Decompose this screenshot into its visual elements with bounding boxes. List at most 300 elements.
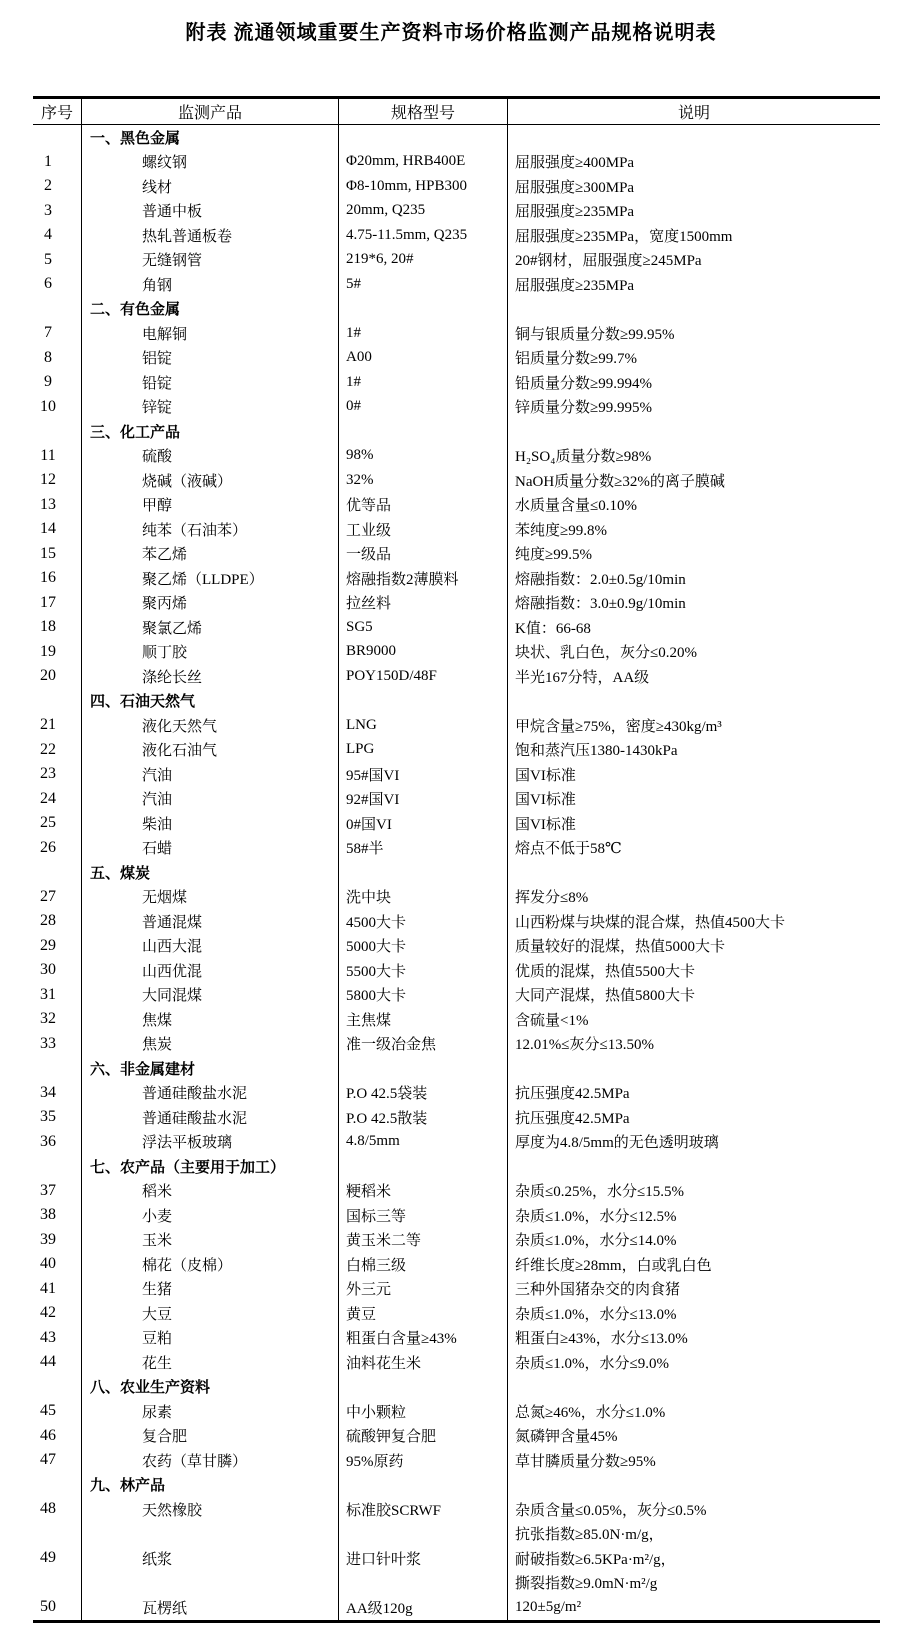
desc-value: 熔融指数：2.0±0.5g/10min <box>515 571 686 588</box>
desc-value: 铅质量分数≥99.994% <box>515 375 652 392</box>
section-label: 一、黑色金属 <box>82 125 339 150</box>
row-number <box>33 125 82 150</box>
spec-table <box>33 96 880 1623</box>
row-number <box>33 1375 82 1400</box>
table-row <box>33 272 880 297</box>
table-row <box>33 591 880 616</box>
header-desc: 说明 <box>677 105 710 122</box>
product-name: 普通中板 <box>82 199 339 224</box>
row-number: 23 <box>33 762 82 787</box>
desc-value: 含硫量<1% <box>515 1012 589 1029</box>
row-number: 45 <box>33 1399 82 1424</box>
spec-value: 白棉三级 <box>339 1252 508 1277</box>
spec-value: 5800大卡 <box>339 983 508 1008</box>
section-row <box>33 297 880 322</box>
table-row <box>33 1497 880 1522</box>
product-name: 大豆 <box>82 1301 339 1326</box>
product-name: 聚丙烯 <box>82 591 339 616</box>
row-number: 13 <box>33 493 82 518</box>
product-name: 纸浆 <box>82 1546 339 1571</box>
spec-value: 黄豆 <box>339 1301 508 1326</box>
table-row <box>33 885 880 910</box>
section-label: 八、农业生产资料 <box>82 1375 339 1400</box>
desc-value: 国VI标准 <box>515 767 576 784</box>
desc-value: 抗压强度42.5MPa <box>515 1110 630 1127</box>
product-name: 山西大混 <box>82 934 339 959</box>
table-row <box>33 664 880 689</box>
row-number: 40 <box>33 1252 82 1277</box>
table-row <box>33 370 880 395</box>
table-row <box>33 517 880 542</box>
product-name: 螺纹钢 <box>82 150 339 175</box>
section-row <box>33 1375 880 1400</box>
table-row <box>33 1032 880 1057</box>
spec-value <box>339 419 508 444</box>
desc-value: 杂质≤0.25%，水分≤15.5% <box>515 1184 684 1201</box>
desc-value: 杂质≤1.0%，水分≤12.5% <box>515 1208 677 1225</box>
product-name: 玉米 <box>82 1228 339 1253</box>
product-name: 聚氯乙烯 <box>82 615 339 640</box>
spec-value: 粳稻米 <box>339 1179 508 1204</box>
desc-value: 杂质含量≤0.05%，灰分≤0.5% <box>515 1502 707 1519</box>
spec-value: BR9000 <box>339 640 508 665</box>
row-number: 49 <box>33 1546 82 1571</box>
row-number: 43 <box>33 1326 82 1351</box>
desc-value: 屈服强度≥235MPa，宽度1500mm <box>515 228 733 245</box>
spec-value: 0# <box>339 395 508 420</box>
product-name: 棉花（皮棉） <box>82 1252 339 1277</box>
spec-value: 硫酸钾复合肥 <box>339 1424 508 1449</box>
table-body <box>33 125 880 1620</box>
row-number: 10 <box>33 395 82 420</box>
table-row <box>33 1277 880 1302</box>
desc-value: 甲烷含量≥75%，密度≥430kg/m³ <box>515 718 722 735</box>
desc-value: 饱和蒸汽压1380-1430kPa <box>515 743 678 760</box>
row-number: 38 <box>33 1203 82 1228</box>
spec-value: 优等品 <box>339 493 508 518</box>
row-number: 2 <box>33 174 82 199</box>
desc-value: 12.01%≤灰分≤13.50% <box>515 1037 654 1054</box>
table-row <box>33 836 880 861</box>
continuation-row <box>33 1571 880 1596</box>
row-number: 18 <box>33 615 82 640</box>
product-name: 硫酸 <box>82 444 339 469</box>
row-number: 3 <box>33 199 82 224</box>
page-title: 附表 流通领域重要生产资料市场价格监测产品规格说明表 <box>185 22 717 44</box>
spec-value: 中小颗粒 <box>339 1399 508 1424</box>
row-number: 39 <box>33 1228 82 1253</box>
spec-value: 洗中块 <box>339 885 508 910</box>
product-name: 汽油 <box>82 762 339 787</box>
row-number: 11 <box>33 444 82 469</box>
spec-value: 1# <box>339 370 508 395</box>
spec-value: 外三元 <box>339 1277 508 1302</box>
desc-value <box>508 1056 880 1081</box>
row-number: 44 <box>33 1350 82 1375</box>
row-number: 47 <box>33 1448 82 1473</box>
row-number: 7 <box>33 321 82 346</box>
desc-value <box>508 689 880 714</box>
row-number: 41 <box>33 1277 82 1302</box>
spec-value: 5# <box>339 272 508 297</box>
desc-value: 铝质量分数≥99.7% <box>515 351 637 368</box>
spec-value: P.O 42.5袋装 <box>339 1081 508 1106</box>
spec-value: 工业级 <box>339 517 508 542</box>
spec-value: 0#国VI <box>339 811 508 836</box>
table-row <box>33 174 880 199</box>
spec-value <box>339 1154 508 1179</box>
row-number <box>33 1571 82 1596</box>
table-row <box>33 346 880 371</box>
desc-value: 120±5g/m² <box>515 1598 582 1615</box>
spec-value <box>339 1375 508 1400</box>
desc-value: 挥发分≤8% <box>515 890 589 907</box>
row-number: 6 <box>33 272 82 297</box>
product-name <box>82 1522 339 1547</box>
spec-value <box>339 1522 508 1547</box>
product-name: 铝锭 <box>82 346 339 371</box>
row-number <box>33 419 82 444</box>
product-name: 涤纶长丝 <box>82 664 339 689</box>
product-name: 角钢 <box>82 272 339 297</box>
spec-value: 4.8/5mm <box>339 1130 508 1155</box>
table-row <box>33 1252 880 1277</box>
spec-value: 20mm, Q235 <box>339 199 508 224</box>
table-row <box>33 983 880 1008</box>
desc-value: 锌质量分数≥99.995% <box>515 400 652 417</box>
row-number <box>33 860 82 885</box>
spec-value: 粗蛋白含量≥43% <box>339 1326 508 1351</box>
row-number: 15 <box>33 542 82 567</box>
product-name: 聚乙烯（LLDPE） <box>82 566 339 591</box>
desc-value <box>508 1473 880 1498</box>
spec-value: 98% <box>339 444 508 469</box>
desc-value: 屈服强度≥235MPa <box>515 277 635 294</box>
table-row <box>33 1179 880 1204</box>
row-number: 17 <box>33 591 82 616</box>
product-name: 热轧普通板卷 <box>82 223 339 248</box>
row-number: 35 <box>33 1105 82 1130</box>
row-number: 33 <box>33 1032 82 1057</box>
desc-value <box>508 860 880 885</box>
desc-value: 总氮≥46%，水分≤1.0% <box>515 1404 666 1421</box>
spec-value: 油料花生米 <box>339 1350 508 1375</box>
table-row <box>33 762 880 787</box>
spec-value: 92#国VI <box>339 787 508 812</box>
spec-value: SG5 <box>339 615 508 640</box>
row-number: 27 <box>33 885 82 910</box>
desc-value: 屈服强度≥400MPa <box>515 155 635 172</box>
spec-value <box>339 1056 508 1081</box>
product-name: 山西优混 <box>82 958 339 983</box>
product-name: 普通硅酸盐水泥 <box>82 1105 339 1130</box>
table-row <box>33 321 880 346</box>
section-label: 七、农产品（主要用于加工） <box>82 1154 339 1179</box>
section-label: 二、有色金属 <box>82 297 339 322</box>
row-number <box>33 1154 82 1179</box>
table-row <box>33 738 880 763</box>
product-name: 尿素 <box>82 1399 339 1424</box>
section-label: 四、石油天然气 <box>82 689 339 714</box>
spec-value: 58#半 <box>339 836 508 861</box>
table-row <box>33 493 880 518</box>
section-row <box>33 125 880 150</box>
product-name: 大同混煤 <box>82 983 339 1008</box>
spec-value: 95#国VI <box>339 762 508 787</box>
product-name: 稻米 <box>82 1179 339 1204</box>
desc-value: K值：66-68 <box>515 620 591 637</box>
spec-value: 5000大卡 <box>339 934 508 959</box>
spec-value: 准一级冶金焦 <box>339 1032 508 1057</box>
desc-value: 杂质≤1.0%，水分≤13.0% <box>515 1306 677 1323</box>
table-row <box>33 615 880 640</box>
row-number: 32 <box>33 1007 82 1032</box>
desc-value: 优质的混煤，热值5500大卡 <box>515 963 696 980</box>
table-row <box>33 640 880 665</box>
table-row <box>33 1130 880 1155</box>
desc-value: 质量较好的混煤，热值5000大卡 <box>515 939 726 956</box>
spec-value: LPG <box>339 738 508 763</box>
row-number <box>33 689 82 714</box>
row-number: 22 <box>33 738 82 763</box>
table-row <box>33 223 880 248</box>
spec-value: Φ20mm, HRB400E <box>339 150 508 175</box>
spec-value: 黄玉米二等 <box>339 1228 508 1253</box>
spec-value: 4500大卡 <box>339 909 508 934</box>
product-name <box>82 1571 339 1596</box>
desc-value: 粗蛋白≥43%，水分≤13.0% <box>515 1331 688 1348</box>
table-row <box>33 1546 880 1571</box>
product-name: 瓦楞纸 <box>82 1595 339 1620</box>
section-row <box>33 419 880 444</box>
row-number: 16 <box>33 566 82 591</box>
section-label: 三、化工产品 <box>82 419 339 444</box>
spec-value: 拉丝料 <box>339 591 508 616</box>
table-row <box>33 1595 880 1620</box>
row-number: 50 <box>33 1595 82 1620</box>
product-name: 无缝钢管 <box>82 248 339 273</box>
row-number: 24 <box>33 787 82 812</box>
desc-value: 厚度为4.8/5mm的无色透明玻璃 <box>515 1135 719 1152</box>
spec-value <box>339 297 508 322</box>
table-row <box>33 1301 880 1326</box>
table-row <box>33 1448 880 1473</box>
spec-value: 1# <box>339 321 508 346</box>
spec-value: AA级120g <box>339 1595 508 1620</box>
spec-value: 4.75-11.5mm, Q235 <box>339 223 508 248</box>
product-name: 苯乙烯 <box>82 542 339 567</box>
desc-value: 抗张指数≥85.0N·m/g， <box>515 1527 664 1544</box>
table-row <box>33 811 880 836</box>
desc-value: 水质量含量≤0.10% <box>515 498 637 515</box>
row-number: 4 <box>33 223 82 248</box>
spec-value: Φ8-10mm, HPB300 <box>339 174 508 199</box>
row-number: 30 <box>33 958 82 983</box>
table-row <box>33 1203 880 1228</box>
desc-value: NaOH质量分数≥32%的离子膜碱 <box>515 473 725 490</box>
table-row <box>33 909 880 934</box>
row-number <box>33 1473 82 1498</box>
desc-value: 块状、乳白色，灰分≤0.20% <box>515 645 697 662</box>
table-row <box>33 248 880 273</box>
row-number: 21 <box>33 713 82 738</box>
row-number: 28 <box>33 909 82 934</box>
row-number: 48 <box>33 1497 82 1522</box>
spec-value: 标准胶SCRWF <box>339 1497 508 1522</box>
desc-value: 20#钢材，屈服强度≥245MPa <box>515 253 702 270</box>
product-name: 普通硅酸盐水泥 <box>82 1081 339 1106</box>
table-row <box>33 395 880 420</box>
spec-value: 219*6, 20# <box>339 248 508 273</box>
desc-value: 大同产混煤，热值5800大卡 <box>515 988 696 1005</box>
spec-value: LNG <box>339 713 508 738</box>
section-label: 五、煤炭 <box>82 860 339 885</box>
desc-value <box>508 1154 880 1179</box>
row-number: 36 <box>33 1130 82 1155</box>
section-row <box>33 1056 880 1081</box>
desc-value: 杂质≤1.0%，水分≤9.0% <box>515 1355 669 1372</box>
desc-value <box>508 1375 880 1400</box>
section-row <box>33 1473 880 1498</box>
header-spec: 规格型号 <box>339 99 508 124</box>
table-row <box>33 934 880 959</box>
spec-value: 32% <box>339 468 508 493</box>
desc-value: 国VI标准 <box>515 816 576 833</box>
product-name: 甲醇 <box>82 493 339 518</box>
product-name: 锌锭 <box>82 395 339 420</box>
table-row <box>33 1081 880 1106</box>
product-name: 石蜡 <box>82 836 339 861</box>
desc-value: 抗压强度42.5MPa <box>515 1086 630 1103</box>
table-row <box>33 444 880 469</box>
product-name: 顺丁胶 <box>82 640 339 665</box>
desc-value: 山西粉煤与块煤的混合煤，热值4500大卡 <box>515 914 786 931</box>
desc-value: 苯纯度≥99.8% <box>515 522 607 539</box>
desc-value: 屈服强度≥300MPa <box>515 179 635 196</box>
section-row <box>33 689 880 714</box>
table-row <box>33 1105 880 1130</box>
desc-value: 耐破指数≥6.5KPa·m²/g， <box>515 1551 676 1568</box>
row-number: 5 <box>33 248 82 273</box>
row-number: 20 <box>33 664 82 689</box>
row-number: 37 <box>33 1179 82 1204</box>
continuation-row <box>33 1522 880 1547</box>
row-number: 29 <box>33 934 82 959</box>
desc-value <box>508 125 880 150</box>
desc-value: 熔融指数：3.0±0.9g/10min <box>515 596 686 613</box>
section-row <box>33 1154 880 1179</box>
product-name: 焦炭 <box>82 1032 339 1057</box>
table-header-row <box>33 99 880 125</box>
row-number: 19 <box>33 640 82 665</box>
product-name: 普通混煤 <box>82 909 339 934</box>
table-row <box>33 199 880 224</box>
product-name: 铅锭 <box>82 370 339 395</box>
spec-value: 一级品 <box>339 542 508 567</box>
table-row <box>33 958 880 983</box>
product-name: 生猪 <box>82 1277 339 1302</box>
section-row <box>33 860 880 885</box>
spec-value: POY150D/48F <box>339 664 508 689</box>
spec-value: 主焦煤 <box>339 1007 508 1032</box>
spec-value <box>339 689 508 714</box>
table-row <box>33 150 880 175</box>
product-name: 农药（草甘膦） <box>82 1448 339 1473</box>
product-name: 花生 <box>82 1350 339 1375</box>
desc-value: H₂SO₄质量分数≥98% <box>515 449 652 466</box>
desc-value: 氮磷钾含量45% <box>515 1429 618 1446</box>
row-number: 26 <box>33 836 82 861</box>
spec-value <box>339 125 508 150</box>
table-row <box>33 713 880 738</box>
spec-value: 进口针叶浆 <box>339 1546 508 1571</box>
desc-value: 熔点不低于58℃ <box>515 841 622 858</box>
desc-value <box>508 419 880 444</box>
spec-value: 熔融指数2薄膜料 <box>339 566 508 591</box>
row-number: 34 <box>33 1081 82 1106</box>
table-row <box>33 1399 880 1424</box>
header-no: 序号 <box>33 99 82 124</box>
spec-value: 95%原药 <box>339 1448 508 1473</box>
row-number <box>33 297 82 322</box>
spec-value: P.O 42.5散装 <box>339 1105 508 1130</box>
row-number: 14 <box>33 517 82 542</box>
desc-value: 铜与银质量分数≥99.95% <box>515 326 675 343</box>
product-name: 液化天然气 <box>82 713 339 738</box>
product-name: 小麦 <box>82 1203 339 1228</box>
table-row <box>33 542 880 567</box>
row-number: 42 <box>33 1301 82 1326</box>
product-name: 烧碱（液碱） <box>82 468 339 493</box>
row-number: 25 <box>33 811 82 836</box>
product-name: 柴油 <box>82 811 339 836</box>
row-number: 8 <box>33 346 82 371</box>
table-row <box>33 468 880 493</box>
table-row <box>33 566 880 591</box>
table-row <box>33 1424 880 1449</box>
product-name: 焦煤 <box>82 1007 339 1032</box>
spec-value <box>339 860 508 885</box>
product-name: 汽油 <box>82 787 339 812</box>
product-name: 复合肥 <box>82 1424 339 1449</box>
row-number: 46 <box>33 1424 82 1449</box>
product-name: 线材 <box>82 174 339 199</box>
product-name: 浮法平板玻璃 <box>82 1130 339 1155</box>
desc-value <box>508 297 880 322</box>
product-name: 电解铜 <box>82 321 339 346</box>
desc-value: 屈服强度≥235MPa <box>515 204 635 221</box>
desc-value: 三种外国猪杂交的肉食猪 <box>515 1282 681 1299</box>
spec-value <box>339 1571 508 1596</box>
table-row <box>33 1228 880 1253</box>
row-number: 12 <box>33 468 82 493</box>
row-number <box>33 1056 82 1081</box>
section-label: 九、林产品 <box>82 1473 339 1498</box>
desc-value: 撕裂指数≥9.0mN·m²/g <box>515 1576 658 1593</box>
header-product: 监测产品 <box>82 99 339 124</box>
product-name: 天然橡胶 <box>82 1497 339 1522</box>
product-name: 纯苯（石油苯） <box>82 517 339 542</box>
row-number: 9 <box>33 370 82 395</box>
spec-value: 国标三等 <box>339 1203 508 1228</box>
table-row <box>33 1007 880 1032</box>
product-name: 豆粕 <box>82 1326 339 1351</box>
desc-value: 草甘膦质量分数≥95% <box>515 1453 656 1470</box>
table-row <box>33 1326 880 1351</box>
spec-value: 5500大卡 <box>339 958 508 983</box>
desc-value: 纯度≥99.5% <box>515 547 592 564</box>
table-row <box>33 1350 880 1375</box>
